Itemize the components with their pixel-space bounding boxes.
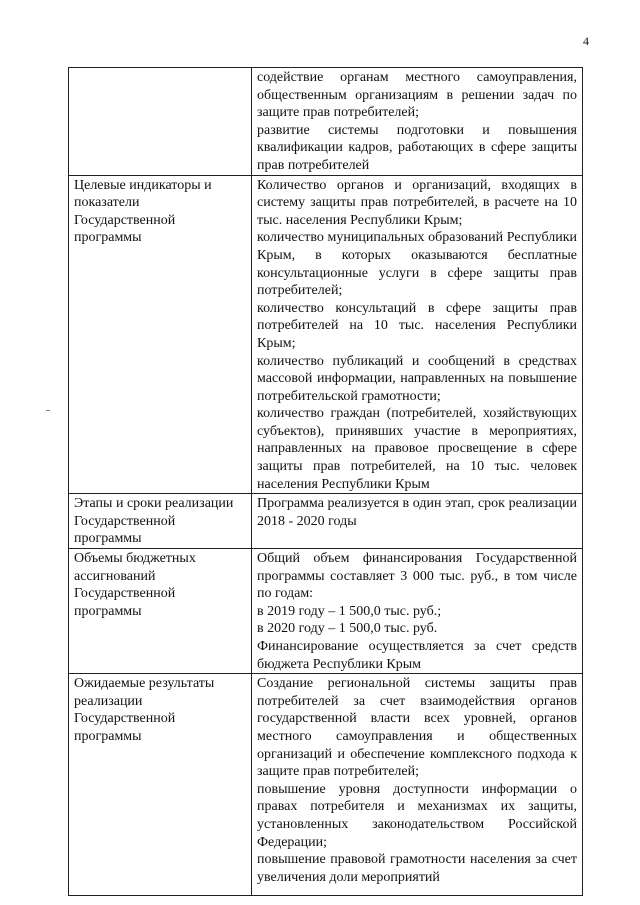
row-label-cell bbox=[69, 68, 252, 176]
label-line: программы bbox=[74, 603, 142, 619]
label-line: программы bbox=[74, 531, 142, 547]
content-paragraph: содействие органам местного самоуправления, общественным организациям в решении задач по защите прав потребителей; bbox=[257, 70, 577, 121]
content-paragraph: Общий объем финансирования Государственной программы составляет 3 000 тыс. руб., в том числе по годам: bbox=[257, 551, 577, 602]
label-line: Объемы бюджетных bbox=[74, 551, 196, 567]
content-paragraph: количество консультаций в сфере защиты прав потребителей на 10 тыс. населения Республики Крым; bbox=[257, 300, 577, 351]
label-line: Государственной bbox=[74, 212, 176, 228]
row-content-cell bbox=[252, 549, 583, 674]
row-content-cell bbox=[252, 68, 583, 176]
row-content-cell bbox=[252, 674, 583, 896]
content-paragraph: в 2019 году – 1 500,0 тыс. руб.; bbox=[257, 603, 442, 619]
label-line: Ожидаемые результаты bbox=[74, 676, 215, 692]
content-paragraph: повышение правовой грамотности населения за счет увеличения доли мероприятий bbox=[257, 852, 577, 885]
label-line: Этапы и сроки реализации bbox=[74, 496, 234, 512]
label-line: программы bbox=[74, 728, 142, 744]
content-paragraph: в 2020 году – 1 500,0 тыс. руб. bbox=[257, 621, 438, 637]
label-line: программы bbox=[74, 230, 142, 246]
label-line: Государственной bbox=[74, 711, 176, 727]
table-row bbox=[69, 175, 583, 494]
content-paragraph: Программа реализуется в один этап, срок реализации 2018 - 2020 годы bbox=[257, 496, 577, 529]
row-label-cell bbox=[69, 549, 252, 674]
row-content-cell bbox=[252, 494, 583, 549]
row-content-cell bbox=[252, 175, 583, 494]
row-label-cell bbox=[69, 494, 252, 549]
row-label-cell bbox=[69, 674, 252, 896]
content-paragraph: повышение уровня доступности информации о правах потребителя и механизмах их защиты, установленных законодательством Российской Федерации; bbox=[257, 781, 577, 850]
label-line: показатели bbox=[74, 195, 140, 211]
table-row bbox=[69, 494, 583, 549]
content-paragraph: количество граждан (потребителей, хозяйствующих субъектов), принявших участие в мероприятиях, направленных на правовое просвещение в сфере защиты прав потребителей, на 10 тыс. человек населения Республики Крым bbox=[257, 406, 577, 492]
table-row bbox=[69, 68, 583, 176]
label-line: Государственной bbox=[74, 513, 176, 529]
content-paragraph: количество публикаций и сообщений в средствах массовой информации, направленных на повышение потребительской грамотности; bbox=[257, 353, 577, 404]
table-row bbox=[69, 549, 583, 674]
margin-mark bbox=[46, 410, 50, 411]
page-number: 4 bbox=[583, 34, 589, 48]
label-line: Государственной bbox=[74, 586, 176, 602]
table-row bbox=[69, 674, 583, 896]
label-line: ассигнований bbox=[74, 568, 156, 584]
content-paragraph: развитие системы подготовки и повышения квалификации кадров, работающих в сфере защиты прав потребителей bbox=[257, 122, 577, 173]
label-line: Целевые индикаторы и bbox=[74, 177, 212, 193]
program-passport-table bbox=[68, 67, 583, 896]
content-paragraph: Количество органов и организаций, входящих в систему защиты прав потребителей, в расчете на 10 тыс. населения Республики Крым; bbox=[257, 177, 577, 228]
row-label-cell bbox=[69, 175, 252, 494]
content-paragraph: количество муниципальных образований Республики Крым, в которых оказываются бесплатные консультационные услуги в сфере защиты прав потребителей; bbox=[257, 230, 577, 299]
content-paragraph: Создание региональной системы защиты прав потребителей за счет взаимодействия органов государственной власти всех уровней, органов местного самоуправления и общественных организаций и обеспечение комплексного подхода к защите прав потребителей; bbox=[257, 676, 577, 780]
label-line: реализации bbox=[74, 693, 143, 709]
content-paragraph: Финансирование осуществляется за счет средств бюджета Республики Крым bbox=[257, 639, 577, 672]
